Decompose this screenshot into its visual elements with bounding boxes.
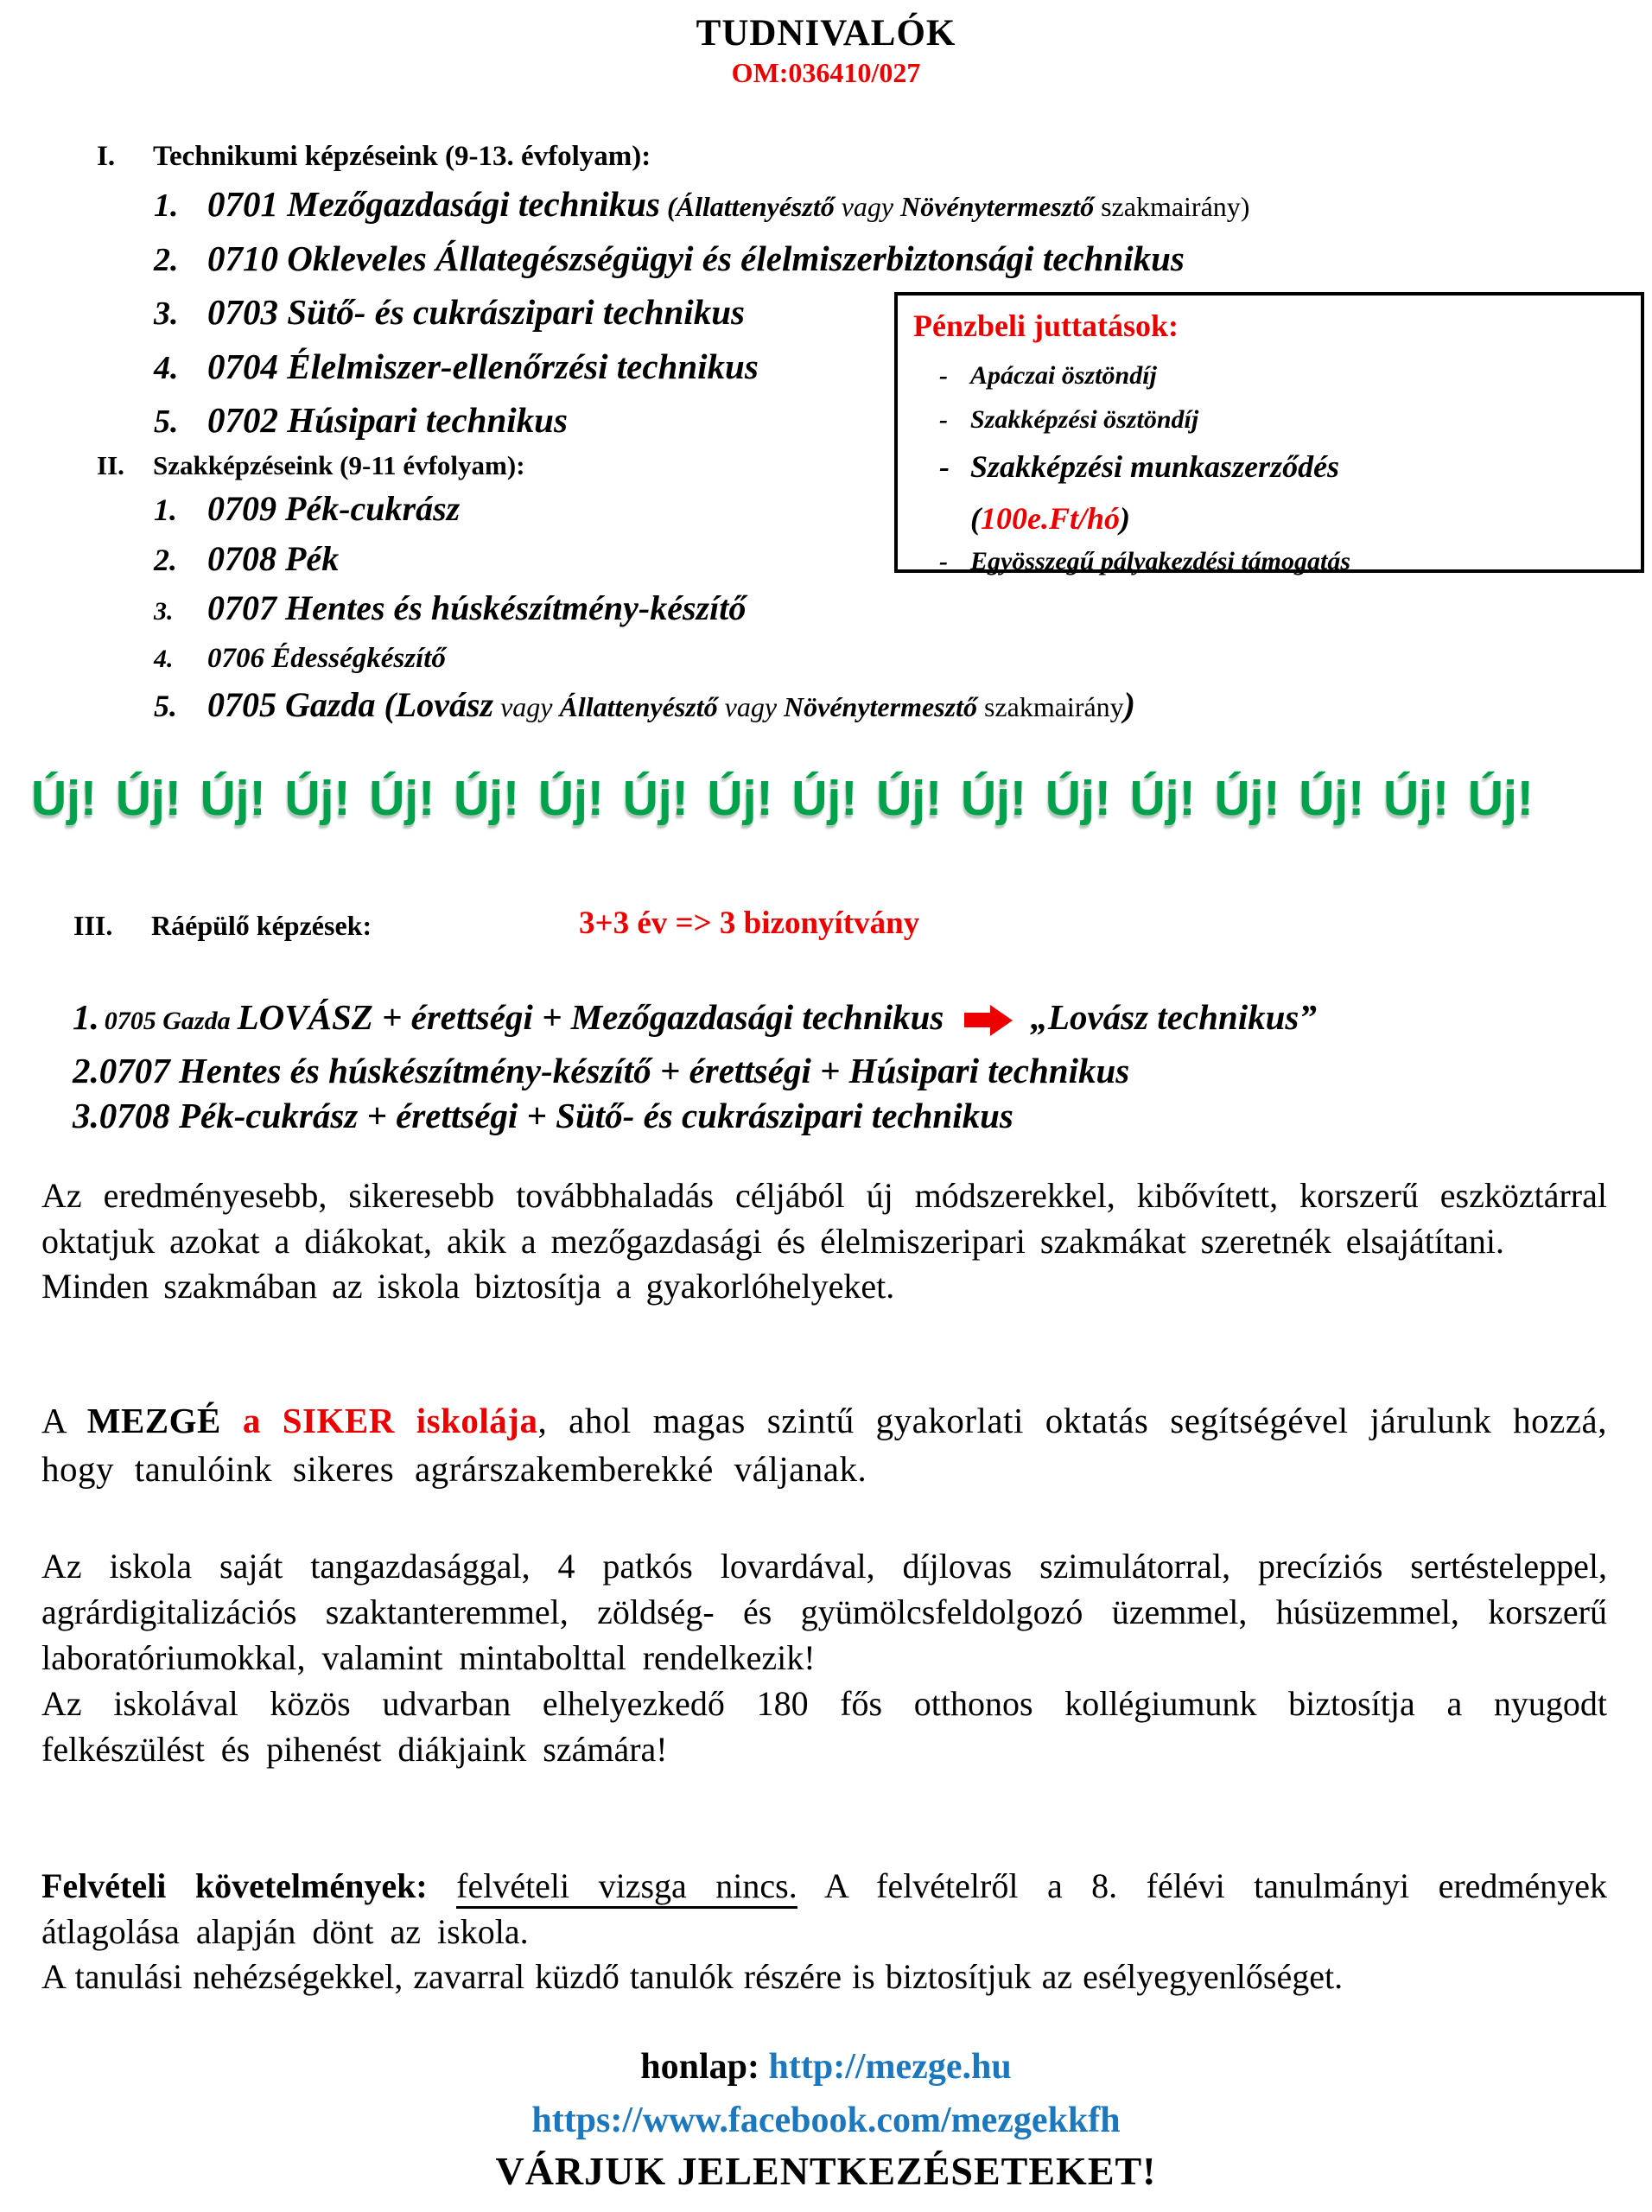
item-number: 3. bbox=[154, 296, 179, 332]
item-number: 1. bbox=[154, 493, 177, 527]
dash-bullet: - bbox=[939, 361, 948, 390]
section-ii-title: Szakképzéseink (9-11 évfolyam): bbox=[153, 450, 525, 480]
course-item bbox=[154, 638, 1135, 685]
benefit-item bbox=[898, 400, 1641, 444]
paren-open: ( bbox=[970, 501, 981, 536]
pathway-item bbox=[73, 1093, 1317, 1139]
benefit-amount: 100e.Ft/hó bbox=[981, 501, 1121, 536]
section-ii-numeral: II. bbox=[97, 450, 124, 480]
course-code: 0707 bbox=[98, 1050, 170, 1090]
paren-close: ) bbox=[1123, 685, 1135, 725]
item-number: 4. bbox=[154, 349, 179, 386]
specialization-bold: (Állattenyésztő bbox=[659, 191, 835, 222]
specialization-or: vagy bbox=[717, 691, 785, 723]
course-item bbox=[154, 488, 1135, 538]
item-number: 3. bbox=[154, 597, 174, 626]
pathway-text: Pék-cukrász + érettségi + Sütő- és cukrászipari technikus bbox=[169, 1096, 1013, 1136]
pathway-item bbox=[73, 994, 1317, 1048]
specialization-or: vagy bbox=[493, 691, 560, 723]
section-iii-title: Ráépülő képzések: bbox=[151, 910, 372, 941]
item-number: 2. bbox=[154, 542, 177, 577]
pathway-text: Hentes és húskészítmény-készítő + érettségi + Húsipari technikus bbox=[169, 1050, 1130, 1090]
om-number: OM:036410/027 bbox=[731, 57, 921, 88]
facebook-line bbox=[0, 2100, 1652, 2141]
course-name: 0702 Húsipari technikus bbox=[207, 400, 568, 440]
specialization-bold: Növénytermesztő bbox=[784, 691, 977, 723]
section-iii-heading bbox=[73, 906, 920, 942]
admission-label: Felvételi követelmények: bbox=[41, 1866, 428, 1905]
paragraph-text: Az eredményesebb, sikeresebb továbbhaladás céljából új módszerekkel, kibővített, korszerű eszköztárral oktatjuk azokat a diákokat, akik a mezőgazdasági és élelmiszeripari szakmákat szeretnék elsajátítani. bbox=[41, 1176, 1607, 1261]
specialization-bold: Növénytermesztő bbox=[900, 191, 1095, 222]
benefit-text: Apáczai ösztöndíj bbox=[970, 361, 1157, 390]
homepage-link[interactable]: http://mezge.hu bbox=[768, 2047, 1012, 2087]
course-name: 0709 Pék-cukrász bbox=[207, 489, 461, 528]
homepage-line bbox=[0, 2046, 1652, 2088]
pathway-item bbox=[73, 1048, 1317, 1094]
course-name: 0707 Hentes és húskészítmény-készítő bbox=[207, 588, 747, 628]
course-name: 0706 Édességkészítő bbox=[207, 642, 446, 674]
section-i-title: Technikumi képzéseink (9-13. évfolyam): bbox=[153, 141, 651, 172]
specialization-bold: Állattenyésztő bbox=[559, 691, 718, 723]
specialization-tail: szakmairány) bbox=[1094, 191, 1250, 222]
paragraph-text: A bbox=[41, 1401, 87, 1440]
item-number: 1. bbox=[154, 188, 179, 224]
no-exam-underlined: felvételi vizsga nincs. bbox=[456, 1866, 797, 1909]
mezge-name: MEZGÉ bbox=[86, 1401, 221, 1440]
three-plus-three-highlight: 3+3 év => 3 bizonyítvány bbox=[579, 906, 920, 941]
section-i-numeral: I. bbox=[97, 141, 116, 172]
facebook-link[interactable]: https://www.facebook.com/mezgekkfh bbox=[531, 2101, 1121, 2140]
dash-bullet: - bbox=[939, 405, 948, 434]
course-item bbox=[154, 588, 1135, 638]
paragraph-facilities bbox=[41, 1543, 1607, 1772]
paragraph-text: Minden szakmában az iskola biztosítja a gyakorlóhelyeket. bbox=[41, 1267, 895, 1306]
course-item bbox=[154, 684, 1135, 734]
paragraph-methods bbox=[41, 1173, 1607, 1310]
item-number: 2. bbox=[154, 241, 179, 278]
homepage-label: honlap: bbox=[640, 2047, 769, 2087]
course-name: 0710 Okleveles Állategészségügyi és élelmiszerbiztonsági technikus bbox=[207, 238, 1185, 278]
section-ii-heading bbox=[97, 450, 525, 481]
specialization-or: vagy bbox=[834, 191, 901, 222]
course-name: 0701 Mezőgazdasági technikus bbox=[207, 184, 660, 224]
benefits-title: Pénzbeli juttatások: bbox=[913, 308, 1179, 343]
paragraph-text: , ahol magas szintű gyakorlati oktatás segítségével járulunk hozzá, hogy tanulóink sikeres agrárszakemberekké váljanak. bbox=[41, 1401, 1607, 1489]
paragraph-text: A felvételről a 8. félévi tanulmányi eredmények átlagolása alapján dönt az iskola. bbox=[41, 1866, 1608, 1951]
benefit-text: Egyösszegű pályakezdési támogatás bbox=[970, 547, 1350, 575]
section-iii-numeral: III. bbox=[73, 910, 113, 941]
new-banner: Új! Új! Új! Új! Új! Új! Új! Új! Új! Új! Új! Új! Új! Új! Új! Új! Új! Új! bbox=[31, 771, 1534, 826]
paragraph-text: Az iskola saját tangazdasággal, 4 patkós lovardával, díjlovas szimulátorral, precíziós sertésteleppel, agrárdigitalizációs szaktanteremmel, zöldség- és gyümölcsfeldolgozó üzemmel, húsüzemmel, korszerű laboratóriumokkal, valamint mintabolttal rendelkezik! bbox=[41, 1547, 1607, 1677]
page-title: TUDNIVALÓK bbox=[696, 13, 956, 54]
course-item bbox=[154, 181, 1249, 236]
section-i-heading bbox=[97, 141, 651, 173]
course-name: 0705 Gazda (Lovász bbox=[207, 685, 494, 725]
pathway-result: „Lovász technikus” bbox=[1030, 996, 1317, 1037]
paragraph-equality: A tanulási nehézségekkel, zavarral küzdő tanulók részére is biztosítjuk az esélyegyenlőséget. bbox=[41, 1957, 1344, 1996]
paren-close: ) bbox=[1120, 501, 1131, 536]
item-number: 1. bbox=[73, 996, 99, 1037]
benefit-item bbox=[898, 356, 1641, 400]
course-item bbox=[154, 236, 1249, 290]
item-number: 3. bbox=[73, 1096, 99, 1136]
paragraph-admission bbox=[41, 1863, 1607, 1955]
pathway-list bbox=[73, 994, 1317, 1139]
course-item bbox=[154, 538, 1135, 588]
right-arrow-icon bbox=[964, 994, 1013, 1039]
course-name: 0703 Sütő- és cukrászipari technikus bbox=[207, 292, 745, 332]
course-name: 0704 Élelmiszer-ellenőrzési technikus bbox=[207, 346, 759, 386]
szakkepzes-course-list bbox=[154, 488, 1135, 734]
dash-bullet: - bbox=[939, 547, 948, 575]
course-code: 0708 bbox=[98, 1096, 170, 1136]
benefit-text: Szakképzési ösztöndíj bbox=[970, 405, 1199, 434]
paragraph-text: Az iskolával közös udvarban elhelyezkedő 180 fős otthonos kollégiumunk biztosítja a nyugodt felkészülést és pihenést diákjaink számára! bbox=[41, 1684, 1607, 1769]
item-number: 4. bbox=[154, 644, 174, 673]
dash-bullet: - bbox=[939, 449, 950, 484]
item-number: 5. bbox=[154, 689, 177, 724]
course-name: 0708 Pék bbox=[207, 538, 340, 578]
siker-highlight: a SIKER iskolája bbox=[220, 1401, 538, 1440]
course-code: 0705 Gazda bbox=[104, 1006, 231, 1035]
paragraph-mezge bbox=[41, 1396, 1607, 1493]
item-number: 2. bbox=[73, 1050, 99, 1090]
closing-line: VÁRJUK JELENTKEZÉSETEKET! bbox=[495, 2149, 1157, 2193]
benefit-text: Szakképzési munkaszerződés bbox=[970, 449, 1340, 484]
item-number: 5. bbox=[154, 404, 179, 440]
specialization-tail: szakmairány bbox=[976, 691, 1124, 723]
pathway-text: LOVÁSZ + érettségi + Mezőgazdasági technikus bbox=[237, 996, 944, 1037]
